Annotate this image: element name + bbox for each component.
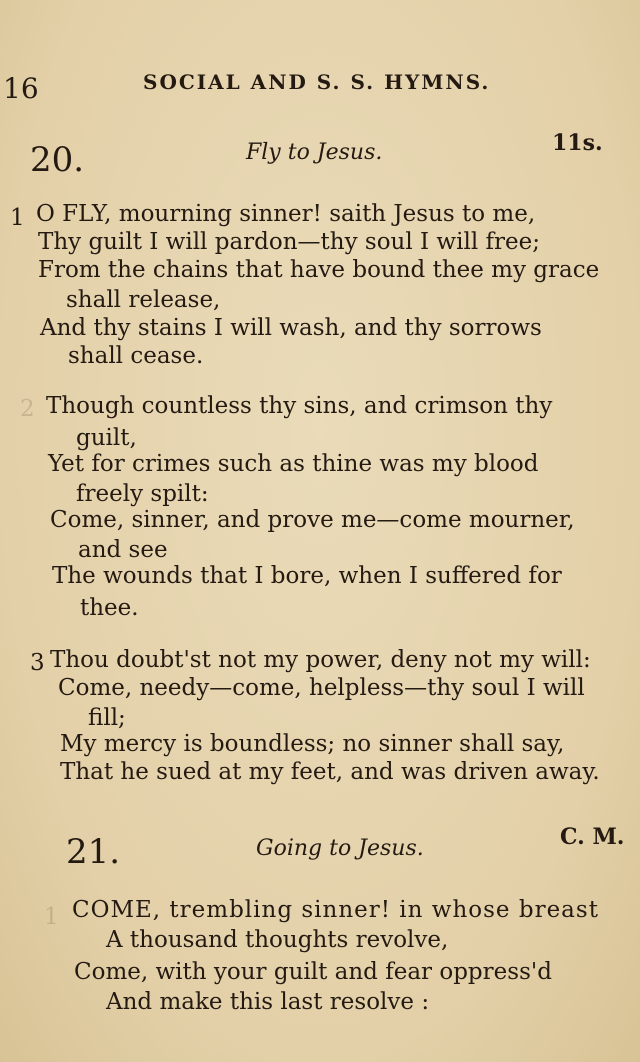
- hymn-meter: 11s.: [552, 130, 603, 156]
- verse-line: Come, with your guilt and fear oppress'd: [74, 959, 552, 985]
- verse-line: Thou doubt'st not my power, deny not my will:: [50, 647, 591, 673]
- verse-line: A thousand thoughts revolve,: [106, 927, 449, 953]
- hymn-number: 21.: [66, 832, 121, 872]
- verse-line: thee.: [80, 595, 139, 621]
- verse-line: That he sued at my feet, and was driven away.: [60, 759, 600, 785]
- hymn-title: Going to Jesus.: [256, 836, 424, 861]
- verse-line: shall cease.: [68, 343, 204, 369]
- verse-line: The wounds that I bore, when I suffered for: [52, 563, 562, 589]
- verse-line: freely spilt:: [76, 481, 209, 507]
- verse-line: shall release,: [66, 287, 221, 313]
- running-head: SOCIAL AND S. S. HYMNS.: [143, 70, 491, 94]
- page-number: 16: [3, 72, 39, 105]
- hymn-meter: C. M.: [560, 824, 625, 850]
- verse-number: 3: [30, 650, 45, 676]
- verse-line: COME, trembling sinner! in whose breast: [72, 897, 599, 923]
- verse-line: My mercy is boundless; no sinner shall say,: [60, 731, 565, 757]
- verse-line: Thy guilt I will pardon—thy soul I will free;: [38, 229, 540, 255]
- verse-line: And thy stains I will wash, and thy sorrows: [40, 315, 542, 341]
- verse-line: Yet for crimes such as thine was my blood: [48, 451, 539, 477]
- hymn-number: 20.: [30, 140, 85, 180]
- verse-line: fill;: [88, 705, 126, 731]
- verse-number: 1: [44, 904, 59, 930]
- verse-number: 1: [10, 205, 25, 231]
- verse-line: Though countless thy sins, and crimson thy: [46, 393, 553, 419]
- verse-line: Come, needy—come, helpless—thy soul I will: [58, 675, 585, 701]
- verse-number: 2: [20, 396, 35, 422]
- verse-line: O FLY, mourning sinner! saith Jesus to me,: [36, 201, 536, 227]
- verse-line: From the chains that have bound thee my grace: [38, 257, 600, 283]
- verse-line: and see: [78, 537, 168, 563]
- verse-line: And make this last resolve :: [106, 989, 430, 1015]
- hymn-title: Fly to Jesus.: [246, 140, 383, 165]
- verse-line: guilt,: [76, 425, 137, 451]
- verse-line: Come, sinner, and prove me—come mourner,: [50, 507, 575, 533]
